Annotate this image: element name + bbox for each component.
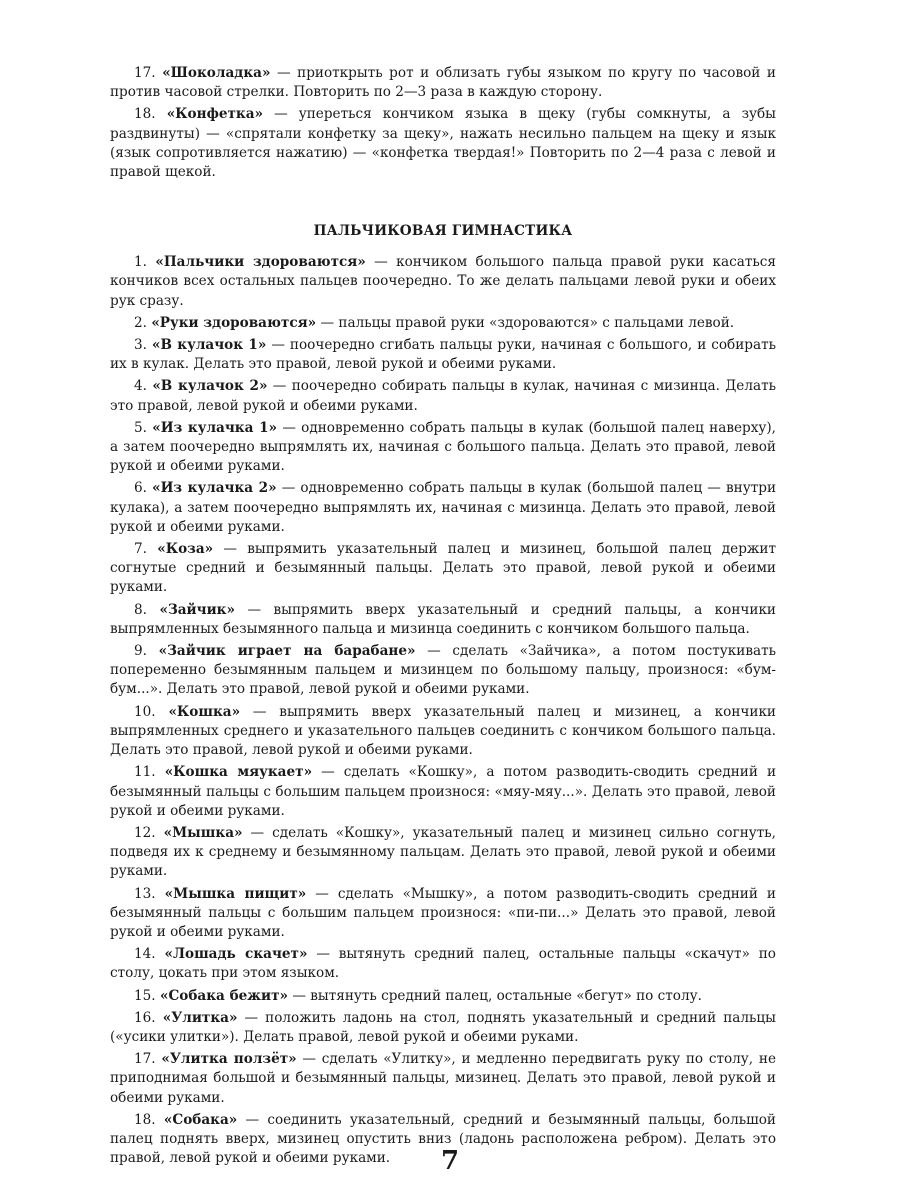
- list-item: [110, 642, 776, 700]
- item-text: — поочередно сгибать пальцы руки, начиная с большого, и собирать их в кулак. Делать это правой, левой рукой и обеими руками.: [110, 337, 776, 373]
- item-number: 18.: [134, 106, 156, 123]
- item-title: «В кулачок 1»: [151, 337, 267, 354]
- page-content: [110, 64, 776, 1171]
- item-text: — кончиком большого пальца правой руки касаться кончиков всех остальных пальцев поочередно. То же делать пальцами левой руки и обеих рук сразу.: [110, 254, 776, 309]
- item-number: 12.: [134, 824, 156, 841]
- item-number: 4.: [134, 378, 147, 395]
- list-item: [110, 945, 776, 983]
- page-number: 7: [440, 1146, 460, 1176]
- item-number: 17.: [134, 1051, 156, 1068]
- item-title: «Пальчики здороваются»: [155, 254, 366, 271]
- item-number: 3.: [134, 337, 147, 354]
- item-text: — выпрямить вверх указательный и средний пальцы, а кончики выпрямленных безымянного пальца и мизинца соединить с кончиком большого пальца.: [110, 601, 776, 637]
- item-title: «Лошадь скачет»: [164, 946, 308, 963]
- item-text: — поочередно собирать пальцы в кулак, начиная с мизинца. Делать это правой, левой рукой и обеими руками.: [110, 378, 776, 414]
- item-number: 10.: [134, 703, 156, 720]
- list-item: [110, 105, 776, 182]
- list-item: [110, 601, 776, 639]
- item-text: — сделать «Улитку», и медленно передвигать руку по столу, не приподнимая большой и безымянный пальцы, мизинец. Делать это правой, левой рукой и обеими руками.: [110, 1051, 776, 1106]
- list-item: [110, 253, 776, 311]
- item-text: — одновременно собрать пальцы в кулак (большой палец — внутри кулака), а затем поочередно выпрямлять их, начиная с мизинца. Делать это правой, левой рукой и обеими руками.: [110, 480, 776, 535]
- item-title: «Конфетка»: [166, 106, 264, 123]
- item-text: — приоткрыть рот и облизать губы языком по кругу по часовой и против часовой стрелки. Повторить по 2—3 раза в каждую сторону.: [110, 65, 776, 101]
- item-title: «Зайчик играет на барабане»: [158, 643, 416, 660]
- item-number: 7.: [134, 541, 147, 558]
- item-number: 16.: [134, 1009, 156, 1026]
- list-item: [110, 763, 776, 821]
- item-number: 9.: [134, 643, 147, 660]
- item-number: 15.: [134, 987, 156, 1004]
- item-title: «Руки здороваются»: [151, 314, 317, 331]
- item-text: — сделать «Зайчика», а потом постукивать попеременно безымянным пальцем и мизинцем по большому пальцу, произнося: «бум-бум...». Делать это правой, левой рукой и обеими руками.: [110, 643, 777, 698]
- list-item: [110, 540, 776, 598]
- item-text: — положить ладонь на стол, поднять указательный и средний пальцы («усики улитки»). Делать правой, левой рукой и обеими руками.: [110, 1009, 776, 1045]
- item-number: 17.: [134, 65, 156, 81]
- item-text: — выпрямить указательный палец и мизинец, большой палец держит согнутые средний и безымянный пальцы. Делать это правой, левой рукой и обеими руками.: [110, 541, 776, 596]
- item-title: «Улитка»: [162, 1009, 238, 1026]
- item-title: «В кулачок 2»: [152, 378, 268, 395]
- list-item: [110, 314, 776, 333]
- item-title: «Из кулачка 2»: [152, 480, 277, 497]
- item-title: «Зайчик»: [159, 601, 235, 618]
- item-title: «Мышка пищит»: [164, 885, 307, 902]
- item-number: 6.: [134, 480, 147, 497]
- item-text: — сделать «Кошку», указательный палец и мизинец сильно согнуть, подведя их к среднему и безымянному пальцам. Делать это правой, левой рукой и обеими руками.: [110, 824, 776, 880]
- item-number: 2.: [134, 314, 147, 331]
- list-item: [110, 1009, 776, 1047]
- item-title: «Шоколадка»: [162, 65, 271, 81]
- item-title: «Улитка ползёт»: [161, 1051, 297, 1068]
- item-title: «Из кулачка 1»: [152, 419, 278, 436]
- list-item: [110, 336, 776, 374]
- list-item: [110, 64, 776, 102]
- item-text: — выпрямить вверх указательный палец и мизинец, а кончики выпрямленных среднего и указательного пальцев соединить с кончиком большого пальца. Делать это правой, левой рукой и обеими руками.: [110, 703, 776, 759]
- item-number: 1.: [134, 254, 147, 271]
- item-number: 18.: [134, 1111, 156, 1128]
- section-title: ПАЛЬЧИКОВАЯ ГИМНАСТИКА: [313, 223, 573, 240]
- list-item: [110, 987, 776, 1006]
- item-title: «Коза»: [157, 541, 214, 558]
- item-number: 5.: [134, 419, 147, 436]
- item-title: «Собака бежит»: [159, 987, 289, 1004]
- item-text: — сделать «Кошку», а потом разводить-сводить средний и безымянный пальцы с большим пальцем произнося: «мяу-мяу...». Делать это правой, левой рукой и обеими руками.: [110, 764, 776, 819]
- list-item: [110, 419, 776, 477]
- item-text: — одновременно собрать пальцы в кулак (большой палец наверху), а затем поочередно выпрямлять их, начиная с большого пальца. Делать это правой, левой рукой и обеими руками.: [110, 419, 777, 475]
- top-list: [110, 64, 776, 182]
- item-title: «Мышка»: [163, 824, 243, 841]
- item-text: — вытянуть средний палец, остальные пальцы «скачут» по столу, цокать при этом языком.: [110, 946, 776, 982]
- item-number: 13.: [134, 885, 156, 902]
- exercise-list: [110, 253, 776, 1168]
- item-text: — пальцы правой руки «здороваются» с пальцами левой.: [316, 314, 735, 331]
- list-item: [110, 377, 776, 415]
- item-text: — соединить указательный, средний и безымянный пальцы, большой палец поднять вверх, мизинец опустить вниз (ладонь расположена ребром). Делать это правой, левой рукой и обеими руками.: [110, 1111, 776, 1167]
- item-text: — вытянуть средний палец, остальные «бегут» по столу.: [288, 987, 702, 1004]
- item-number: 11.: [134, 764, 156, 781]
- item-title: «Кошка»: [168, 703, 241, 720]
- list-item: [110, 1050, 776, 1108]
- item-text: — сделать «Мышку», а потом разводить-сводить средний и безымянный пальцы с большим пальцем произнося: «пи-пи...» Делать это правой, левой рукой и обеими руками.: [110, 885, 776, 940]
- item-number: 8.: [134, 601, 147, 618]
- item-title: «Собака»: [163, 1111, 238, 1128]
- item-title: «Кошка мяукает»: [164, 764, 313, 781]
- item-number: 14.: [134, 946, 156, 963]
- section-gap: [110, 185, 776, 223]
- item-text: — упереться кончиком языка в щеку (губы сомкнуты, а зубы раздвинуты) — «спрятали конфетку за щеку», нажать несильно пальцем на щеку и язык (язык сопротивляется нажатию) — «конфетка твердая!» Повторить по 2—4 раза с левой и правой щекой.: [110, 106, 776, 181]
- list-item: [110, 703, 776, 761]
- list-item: [110, 885, 776, 943]
- list-item: [110, 824, 776, 882]
- list-item: [110, 479, 776, 537]
